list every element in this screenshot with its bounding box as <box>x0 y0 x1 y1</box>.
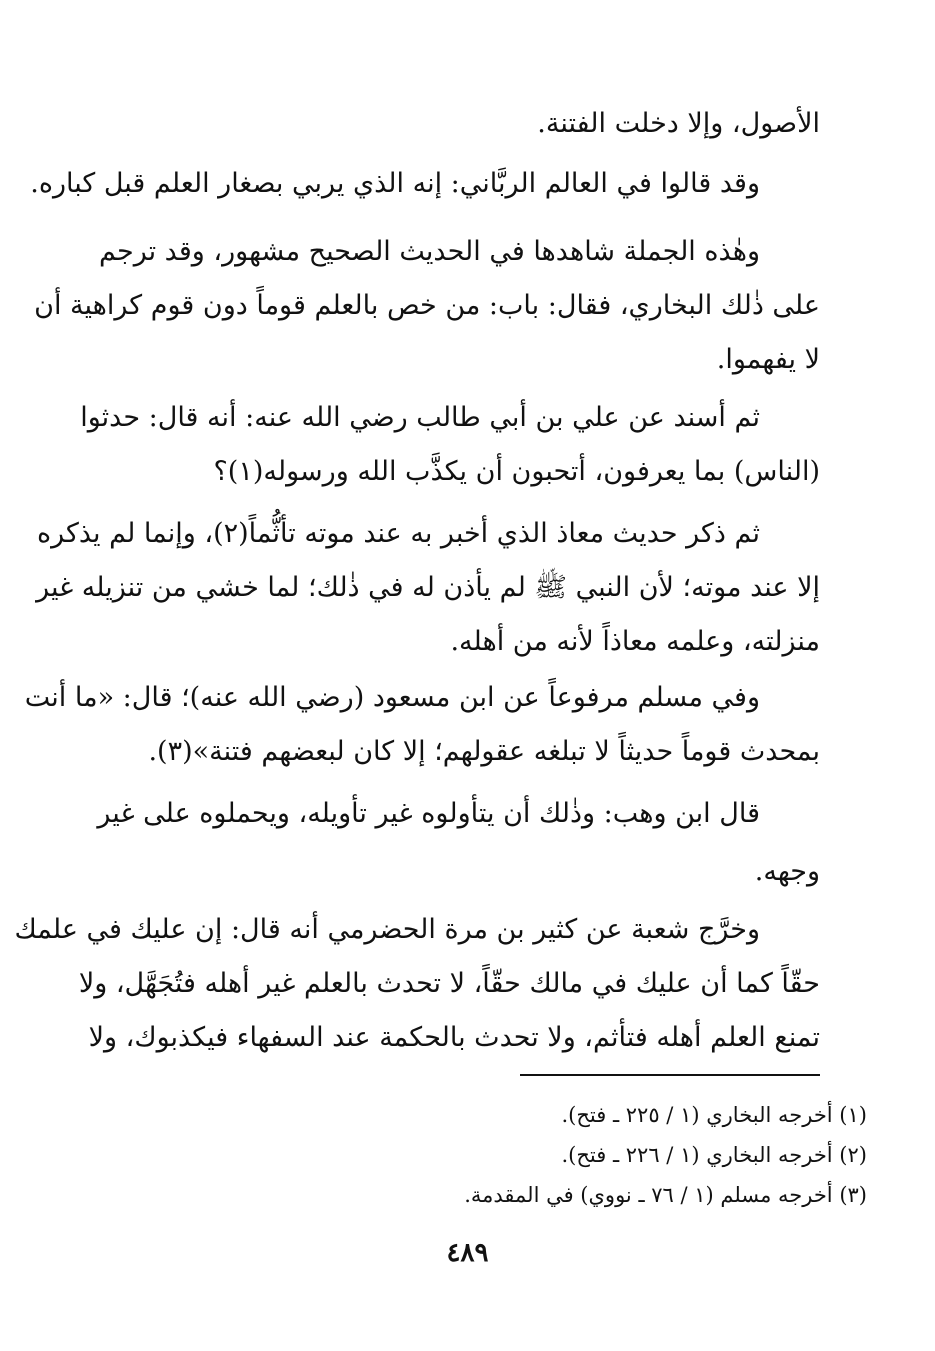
text-line: (الناس) بما يعرفون، أتحبون أن يكذَّب الله ورسوله(١)؟ <box>213 456 820 487</box>
text-line: وفي مسلم مرفوعاً عن ابن مسعود (رضي الله عنه)؛ قال: «ما أنت <box>24 682 760 713</box>
text-line: وهٰذه الجملة شاهدها في الحديث الصحيح مشهور، وقد ترجم <box>99 236 760 267</box>
text-line: منزلته، وعلمه معاذاً لأنه من أهله. <box>450 626 820 657</box>
text-line: وخرَّج شعبة عن كثير بن مرة الحضرمي أنه قال: إن عليك في علمك <box>14 914 760 945</box>
text-line: وجهه. <box>754 856 820 887</box>
text-line: إلا عند موته؛ لأن النبي ﷺ لم يأذن له في ذٰلك؛ لما خشي من تنزيله غير <box>36 572 820 603</box>
text-line: الأصول، وإلا دخلت الفتنة. <box>537 108 820 139</box>
text-line: لا يفهموا. <box>716 344 820 375</box>
text-line: حقّاً كما أن عليك في مالك حقّاً، لا تحدث بالعلم غير أهله فتُجَهَّل، ولا <box>78 968 820 999</box>
text-line: ثم ذكر حديث معاذ الذي أخبر به عند موته تأثُّماً(٢)، وإنما لم يذكره <box>36 518 760 549</box>
text-line: بمحدث قوماً حديثاً لا تبلغه عقولهم؛ إلا كان لبعضهم فتنة»(٣). <box>148 736 820 767</box>
footnote: (٢) أخرجه البخاري (١ / ٢٢٦ ـ فتح). <box>561 1143 867 1167</box>
footnote-divider <box>520 1074 820 1076</box>
text-line: وقد قالوا في العالم الربَّاني: إنه الذي يربي بصغار العلم قبل كباره. <box>30 168 760 199</box>
footnote: (١) أخرجه البخاري (١ / ٢٢٥ ـ فتح). <box>561 1103 867 1127</box>
text-line: تمنع العلم أهله فتأثم، ولا تحدث بالحكمة عند السفهاء فيكذبوك، ولا <box>88 1022 820 1053</box>
text-line: على ذٰلك البخاري، فقال: باب: من خص بالعلم قوماً دون قوم كراهية أن <box>34 290 820 321</box>
text-line: قال ابن وهب: وذٰلك أن يتأولوه غير تأويله، ويحملوه على غير <box>97 798 760 829</box>
footnote: (٣) أخرجه مسلم (١ / ٧٦ ـ نووي) في المقدمة. <box>464 1183 867 1207</box>
text-line: ثم أسند عن علي بن أبي طالب رضي الله عنه: أنه قال: حدثوا <box>80 402 760 433</box>
page-number: ٤٨٩ <box>446 1238 489 1268</box>
